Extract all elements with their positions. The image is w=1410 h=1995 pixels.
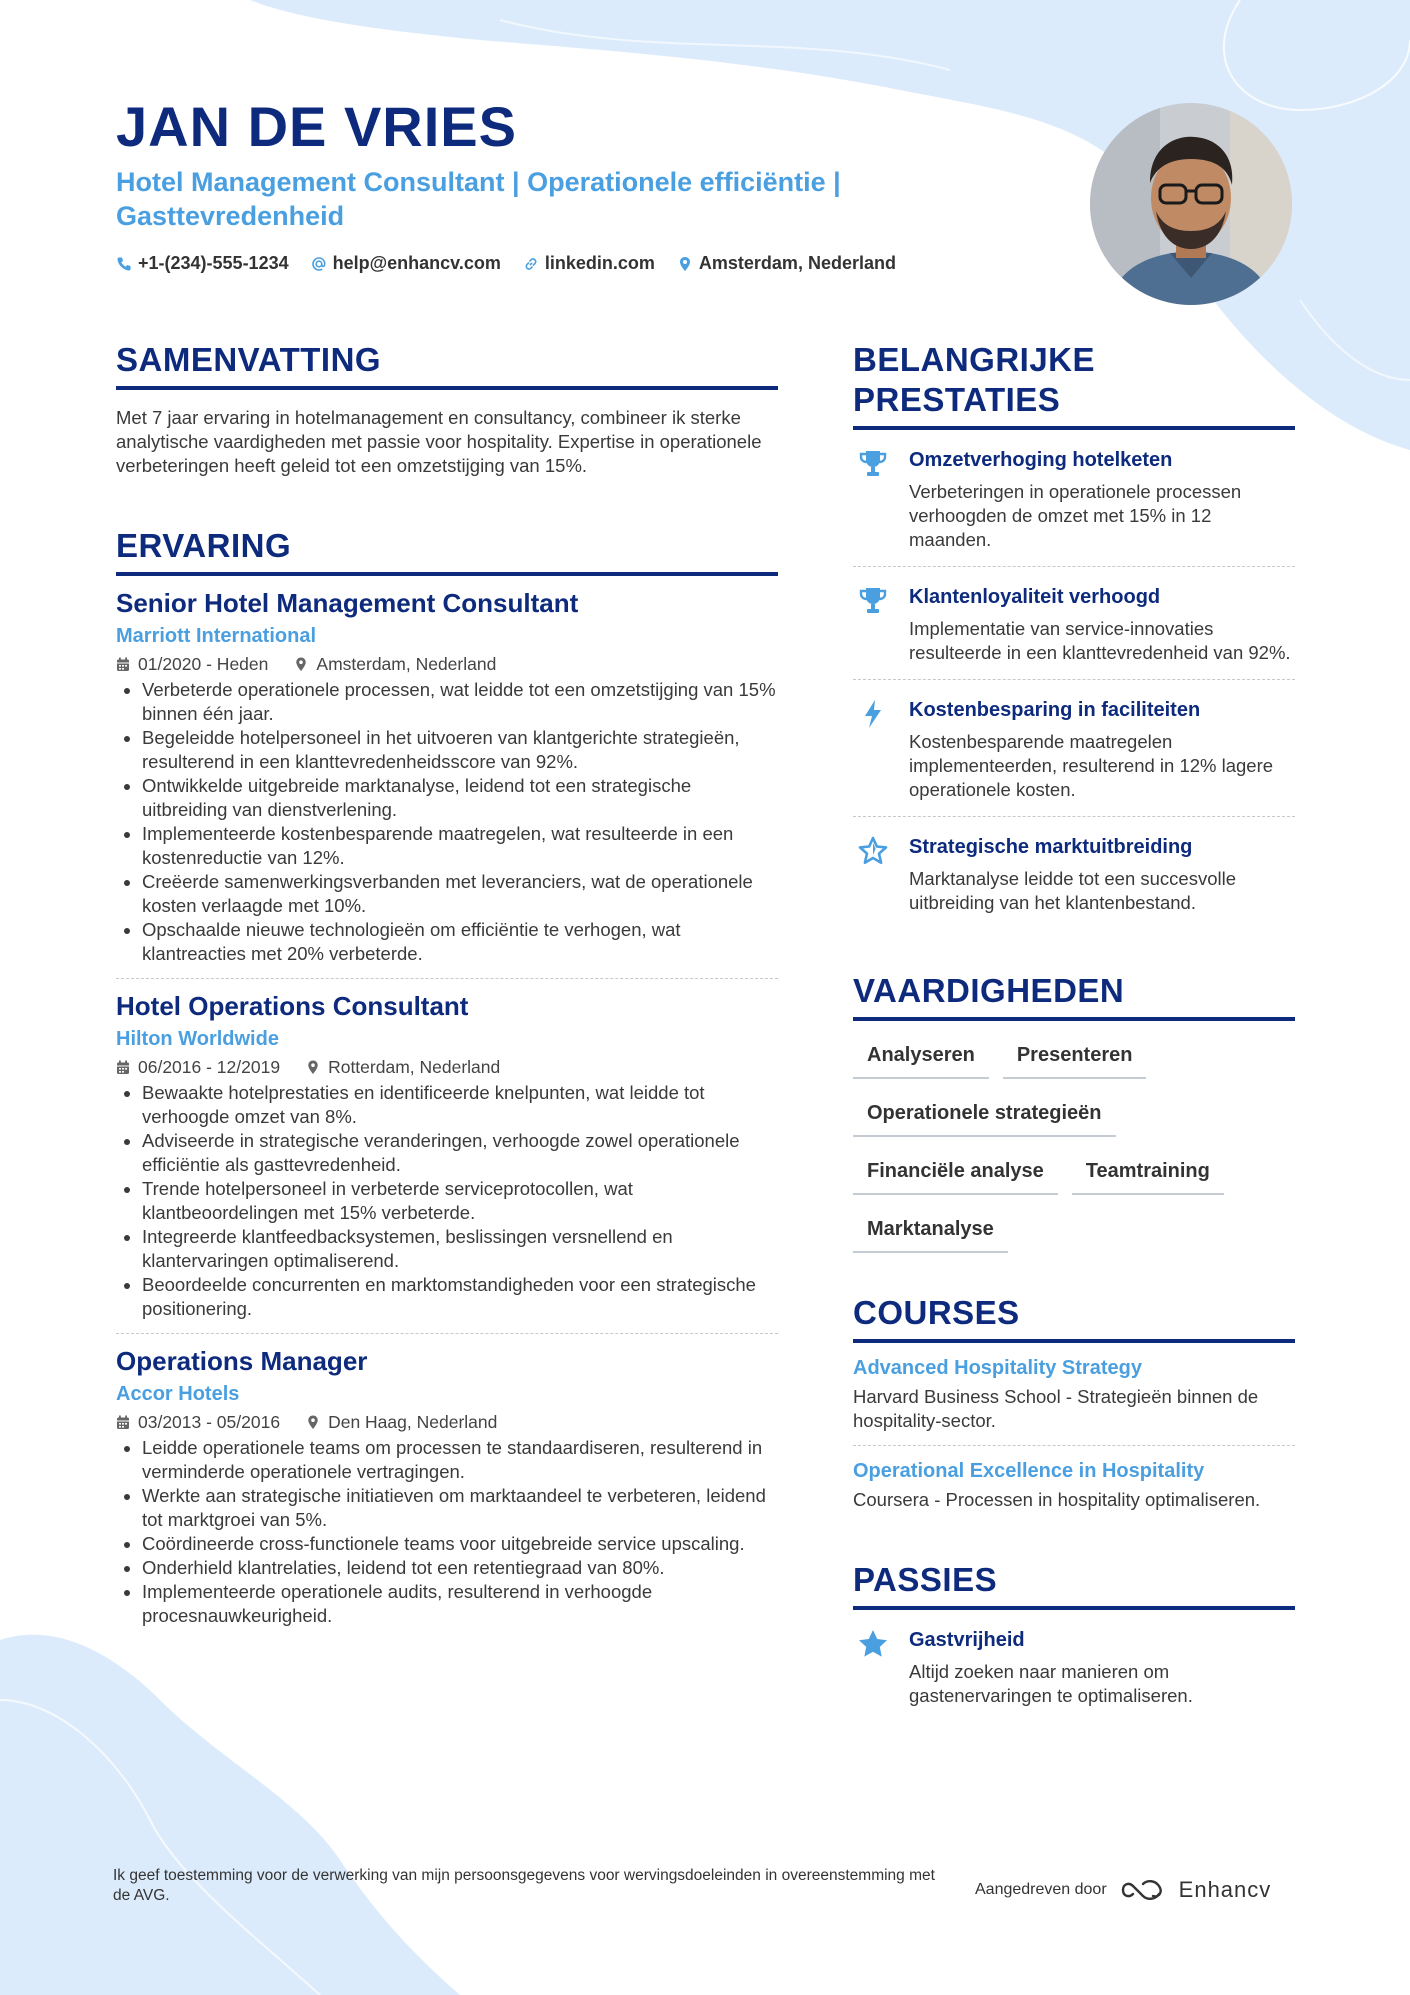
achievements-heading: BELANGRIJKE PRESTATIES xyxy=(853,340,1295,430)
job-bullet: • Opschaalde nieuwe technologieën om efficiëntie te verhogen, wat klantreacties met 20% verbeterde. xyxy=(142,918,778,966)
candidate-name: JAN DE VRIES xyxy=(116,95,517,158)
achievement-desc: Kostenbesparende maatregelen implementeerden, resulterend in 12% lagere operationele kosten. xyxy=(909,731,1274,800)
trophy-icon xyxy=(857,448,889,480)
at-icon xyxy=(311,256,327,272)
job-dates: 03/2013 - 05/2016 xyxy=(138,1412,281,1432)
skills-section xyxy=(853,971,1295,1253)
achievement-icon-wrap xyxy=(853,833,893,915)
achievement-title: Kostenbesparing in faciliteiten xyxy=(909,699,1201,721)
job-title: Operations Manager xyxy=(116,1346,368,1376)
contact-phone[interactable] xyxy=(116,253,289,274)
job-company: Accor Hotels xyxy=(116,1383,240,1405)
job-location: Rotterdam, Nederland xyxy=(328,1057,501,1077)
achievement-body xyxy=(909,583,1295,665)
location-pin-icon xyxy=(306,1415,320,1430)
job-location-wrap xyxy=(294,652,496,676)
course-desc: Coursera - Processen in hospitality optimaliseren. xyxy=(853,1489,1261,1510)
achievements-section xyxy=(853,340,1295,929)
job-bullet: • Coördineerde cross-functionele teams voor uitgebreide service upscaling. xyxy=(142,1532,778,1556)
job-bullets xyxy=(116,1436,778,1628)
contact-bar xyxy=(116,253,896,274)
consent-note: Ik geef toestemming voor de verwerking van mijn persoonsgegevens voor wervingsdoeleinden in overeenstemming met de AVG. xyxy=(113,1867,935,1904)
skill-tag: Financiële analyse xyxy=(853,1151,1058,1195)
achievement-body xyxy=(909,696,1295,802)
achievement-item xyxy=(853,679,1295,816)
courses-heading: COURSES xyxy=(853,1293,1295,1343)
achievement-title: Klantenloyaliteit verhoogd xyxy=(909,586,1161,608)
brand-name: Enhancv xyxy=(1178,1877,1272,1902)
contact-email-text: help@enhancv.com xyxy=(332,253,501,273)
job-meta xyxy=(116,652,778,676)
skills-list xyxy=(853,1035,1295,1253)
passion-desc: Altijd zoeken naar manieren om gastenervaringen te optimaliseren. xyxy=(909,1661,1193,1706)
job-bullet: • Verbeterde operationele processen, wat leidde tot een omzetstijging van 15% binnen één jaar. xyxy=(142,678,778,726)
passion-title: Gastvrijheid xyxy=(909,1629,1025,1651)
achievement-icon-wrap xyxy=(853,446,893,552)
experience-section xyxy=(116,526,778,1640)
star-outline-icon xyxy=(857,835,889,867)
experience-entry xyxy=(116,586,778,978)
achievement-desc: Implementatie van service-innovaties resulteerde in een klanttevredenheid van 92%. xyxy=(909,618,1291,663)
achievement-item xyxy=(853,816,1295,929)
passion-item xyxy=(853,1610,1295,1722)
job-bullet: • Begeleidde hotelpersoneel in het uitvoeren van klantgerichte strategieën, resulterend in een klanttevredenheidsscore van 92%. xyxy=(142,726,778,774)
courses-section xyxy=(853,1293,1295,1524)
achievement-body xyxy=(909,446,1295,552)
achievement-desc: Verbeteringen in operationele processen verhoogden de omzet met 15% in 12 maanden. xyxy=(909,481,1242,550)
contact-phone-text: +1-(234)-555-1234 xyxy=(138,253,289,273)
summary-heading: SAMENVATTING xyxy=(116,340,778,390)
experience-entry xyxy=(116,978,778,1333)
job-company: Marriott International xyxy=(116,625,317,647)
experience-entry xyxy=(116,1333,778,1640)
job-meta xyxy=(116,1055,778,1079)
job-bullet: • Trende hotelpersoneel in verbeterde serviceprotocollen, wat klantbeoordelingen met 15% verbeterde. xyxy=(142,1177,778,1225)
achievement-title: Strategische marktuitbreiding xyxy=(909,836,1193,858)
job-dates: 01/2020 - Heden xyxy=(138,654,269,674)
skills-heading: VAARDIGHEDEN xyxy=(853,971,1295,1021)
course-item xyxy=(853,1445,1295,1524)
right-column xyxy=(853,340,1295,1722)
job-bullet: • Adviseerde in strategische veranderingen, verhoogde zowel operationele efficiëntie als gasttevredenheid. xyxy=(142,1129,778,1177)
job-bullet: • Implementeerde kostenbesparende maatregelen, wat resulteerde in een kostenreductie van 12%. xyxy=(142,822,778,870)
powered-by[interactable] xyxy=(975,1877,1271,1903)
contact-linkedin[interactable] xyxy=(523,253,655,274)
course-desc: Harvard Business School - Strategieën binnen de hospitality-sector. xyxy=(853,1386,1259,1431)
achievement-icon-wrap xyxy=(853,583,893,665)
job-company: Hilton Worldwide xyxy=(116,1028,279,1050)
job-bullet: • Ontwikkelde uitgebreide marktanalyse, leidend tot een strategische uitbreiding van dienstverlening. xyxy=(142,774,778,822)
job-dates: 06/2016 - 12/2019 xyxy=(138,1057,281,1077)
achievement-title: Omzetverhoging hotelketen xyxy=(909,449,1173,471)
job-location: Den Haag, Nederland xyxy=(328,1412,498,1432)
profile-photo xyxy=(1090,103,1292,305)
job-bullet: • Beoordeelde concurrenten en marktomstandigheden voor een strategische positionering. xyxy=(142,1273,778,1321)
job-title: Hotel Operations Consultant xyxy=(116,991,469,1021)
skill-tag: Presenteren xyxy=(1003,1035,1147,1079)
powered-by-label: Aangedreven door xyxy=(975,1881,1107,1898)
calendar-icon xyxy=(116,1060,130,1075)
trophy-icon xyxy=(857,585,889,617)
experience-heading: ERVARING xyxy=(116,526,778,576)
contact-linkedin-text: linkedin.com xyxy=(544,253,655,273)
course-item xyxy=(853,1343,1295,1445)
summary-section xyxy=(116,340,778,478)
achievement-item xyxy=(853,566,1295,679)
job-dates-wrap xyxy=(116,1055,280,1079)
course-title: Operational Excellence in Hospitality xyxy=(853,1460,1205,1482)
skill-tag: Teamtraining xyxy=(1072,1151,1224,1195)
skill-tag: Marktanalyse xyxy=(853,1209,1008,1253)
experience-list xyxy=(116,586,778,1640)
lightning-bolt-icon xyxy=(857,698,889,730)
job-bullet: • Bewaakte hotelprestaties en identificeerde knelpunten, wat leidde tot verhoogde omzet van 8%. xyxy=(142,1081,778,1129)
profile-photo-illustration xyxy=(1090,103,1292,305)
achievement-body xyxy=(909,833,1295,915)
job-bullet: • Onderhield klantrelaties, leidend tot een retentiegraad van 80%. xyxy=(142,1556,778,1580)
job-meta xyxy=(116,1410,778,1434)
contact-location xyxy=(677,253,896,274)
calendar-icon xyxy=(116,657,130,672)
job-location-wrap xyxy=(306,1410,497,1434)
phone-icon xyxy=(116,256,132,272)
job-bullet: • Implementeerde operationele audits, resulterend in verhoogde procesnauwkeurigheid. xyxy=(142,1580,778,1628)
achievement-icon-wrap xyxy=(853,696,893,802)
passions-section xyxy=(853,1560,1295,1722)
job-bullet: • Leidde operationele teams om processen te standaardiseren, resulterend in verminderde operationele vertragingen. xyxy=(142,1436,778,1484)
job-title: Senior Hotel Management Consultant xyxy=(116,588,579,618)
passion-body xyxy=(909,1626,1295,1708)
skill-tag: Operationele strategieën xyxy=(853,1093,1116,1137)
job-dates-wrap xyxy=(116,652,268,676)
enhancv-logo-icon xyxy=(1119,1878,1167,1902)
calendar-icon xyxy=(116,1415,130,1430)
achievement-item xyxy=(853,430,1295,566)
job-location: Amsterdam, Nederland xyxy=(316,654,497,674)
passions-heading: PASSIES xyxy=(853,1560,1295,1610)
summary-text: Met 7 jaar ervaring in hotelmanagement en consultancy, combineer ik sterke analytische vaardigheden met passie voor hospitality. Expertise in operationele verbeteringen heeft geleid tot een omzetstijging van 15%. xyxy=(116,407,762,476)
contact-location-text: Amsterdam, Nederland xyxy=(698,253,896,273)
achievement-desc: Marktanalyse leidde tot een succesvolle uitbreiding van het klantenbestand. xyxy=(909,868,1237,913)
contact-email[interactable] xyxy=(311,253,501,274)
candidate-headline: Hotel Management Consultant | Operationele efficiëntie | Gasttevredenheid xyxy=(116,167,841,231)
star-icon xyxy=(857,1628,889,1660)
location-pin-icon xyxy=(677,256,693,272)
job-dates-wrap xyxy=(116,1410,280,1434)
job-bullet: • Werkte aan strategische initiatieven om marktaandeel te verbeteren, leidend tot marktgroei van 5%. xyxy=(142,1484,778,1532)
left-column xyxy=(116,340,778,1640)
job-bullets xyxy=(116,678,778,966)
link-icon xyxy=(523,256,539,272)
job-bullet: • Creëerde samenwerkingsverbanden met leveranciers, wat de operationele kosten verlaagde met 10%. xyxy=(142,870,778,918)
job-location-wrap xyxy=(306,1055,500,1079)
job-bullet: • Integreerde klantfeedbacksystemen, beslissingen versnellend en klantervaringen optimaliserend. xyxy=(142,1225,778,1273)
location-pin-icon xyxy=(306,1060,320,1075)
location-pin-icon xyxy=(294,657,308,672)
job-bullets xyxy=(116,1081,778,1321)
skill-tag: Analyseren xyxy=(853,1035,989,1079)
passion-icon-wrap xyxy=(853,1626,893,1708)
course-title: Advanced Hospitality Strategy xyxy=(853,1357,1142,1379)
